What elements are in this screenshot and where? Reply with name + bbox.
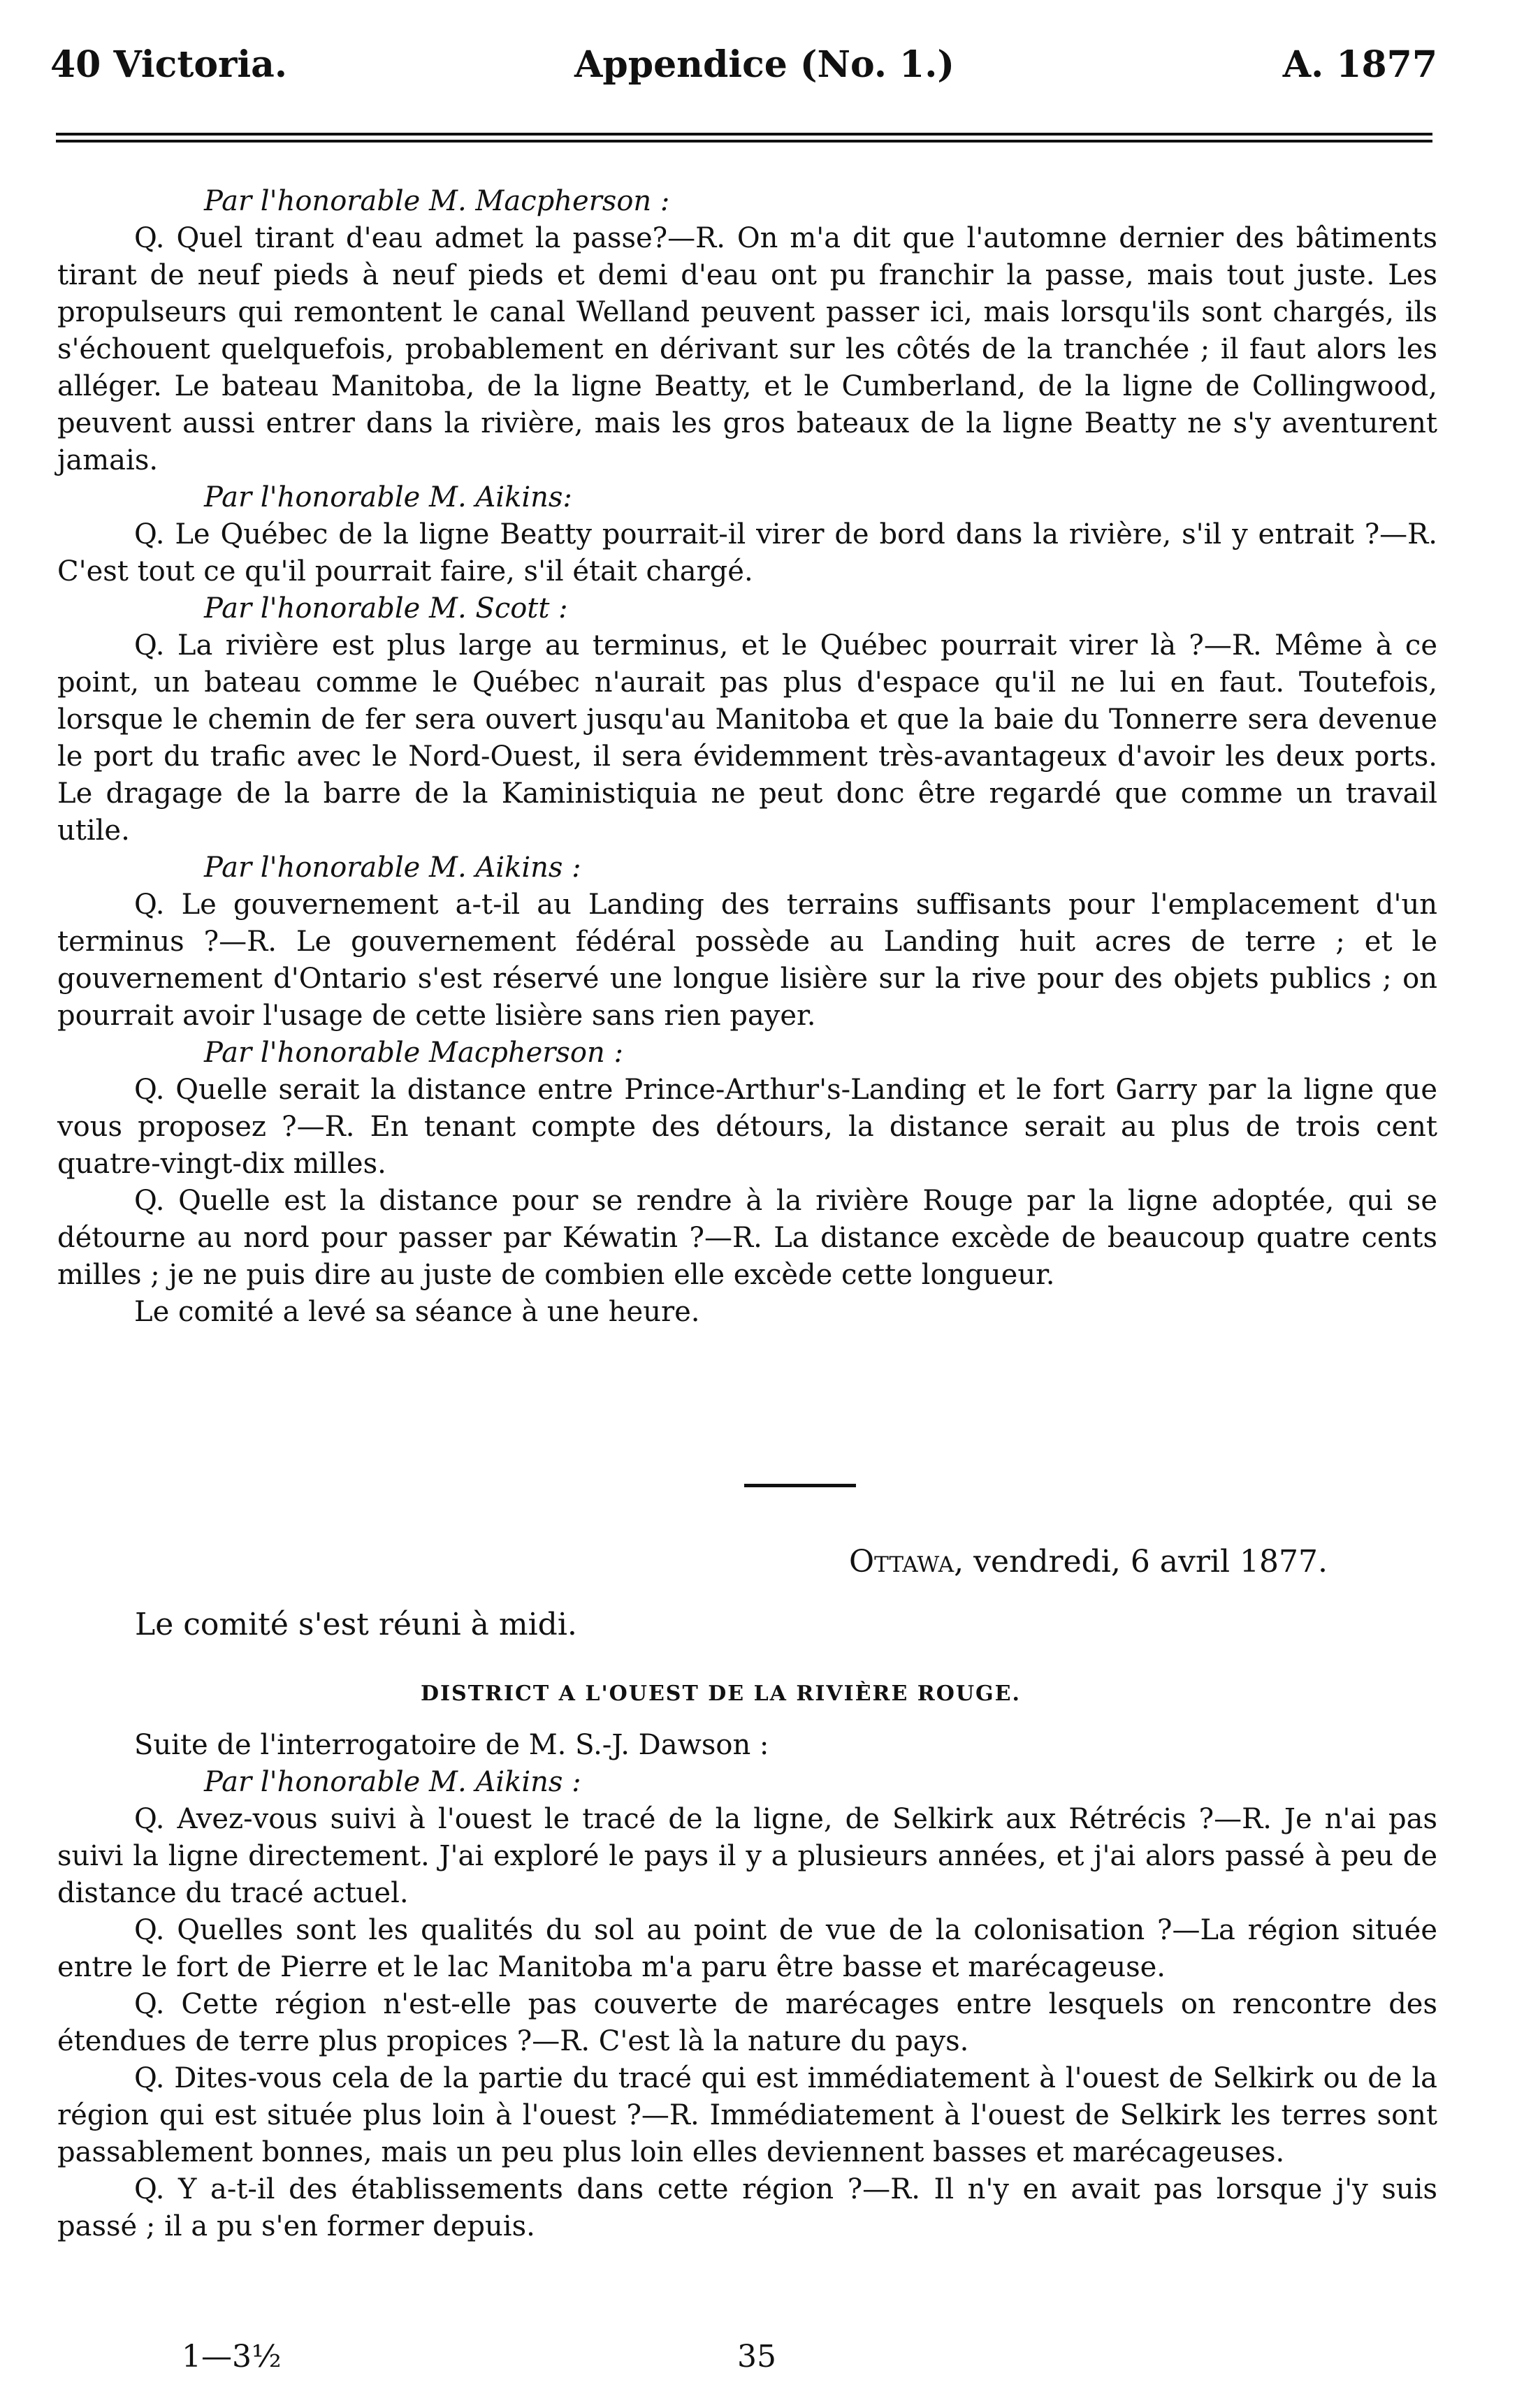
session-closing: Le comité a levé sa séance à une heure. <box>134 1296 700 1328</box>
header-right: A. 1877 <box>1282 43 1437 86</box>
question-answer: Q. Cette région n'est-elle pas couverte de marécages entre lesquels on rencontre des étendues de terre plus propices ?—R. C'est là la nature du pays. <box>57 1988 1437 2057</box>
session-opening: Le comité s'est réuni à midi. <box>135 1607 577 1642</box>
speaker-line: Par l'honorable M. Aikins : <box>204 1766 581 1798</box>
header-center: Appendice (No. 1.) <box>574 43 955 86</box>
testimony-part-1 <box>57 183 1437 1331</box>
question-answer: Q. Le gouvernement a-t-il au Landing des terrains suffisants pour l'emplacement d'un terminus ?—R. Le gouvernement fédéral possède au Landing huit acres de terre ; et le gouvernement d'Ontario s'est réservé une longue lisière sur la rive pour des objets publics ; on pourrait avoir l'usage de cette lisière sans rien payer. <box>57 889 1437 1032</box>
question-answer: Q. Y a-t-il des établissements dans cette région ?—R. Il n'y en avait pas lorsque j'y suis passé ; il a pu s'en former depuis. <box>57 2173 1437 2242</box>
speaker-line: Par l'honorable M. Aikins : <box>204 852 581 884</box>
question-answer: Q. Quelles sont les qualités du sol au point de vue de la colonisation ?—La région située entre le fort de Pierre et le lac Manitoba m'a paru être basse et marécageuse. <box>57 1914 1437 1983</box>
question-answer: Q. Avez-vous suivi à l'ouest le tracé de la ligne, de Selkirk aux Rétrécis ?—R. Je n'ai pas suivi la ligne directement. J'ai exploré le pays il y a plusieurs années, et j'ai alors passé à peu de distance du tracé actuel. <box>57 1803 1437 1909</box>
speaker-line: Par l'honorable M. Scott : <box>204 592 568 625</box>
dateline-city: Ottawa <box>849 1544 955 1579</box>
dateline <box>849 1544 1328 1579</box>
question-answer: Q. Quelle est la distance pour se rendre à la rivière Rouge par la ligne adoptée, qui se détourne au nord pour passer par Kéwatin ?—R. La distance excède de beaucoup quatre cents milles ; je ne puis dire au juste de combien elle excède cette longueur. <box>57 1185 1437 1291</box>
question-answer: Q. Quelle serait la distance entre Prince-Arthur's-Landing et le fort Garry par la ligne que vous proposez ?—R. En tenant compte des détours, la distance serait au plus de trois cent quatre-vingt-dix milles. <box>57 1074 1437 1180</box>
section-title: DISTRICT A L'OUEST DE LA RIVIÈRE ROUGE. <box>421 1681 1021 1706</box>
question-answer: Q. Quel tirant d'eau admet la passe?—R. On m'a dit que l'automne dernier des bâtiments tirant de neuf pieds à neuf pieds et demi d'eau ont pu franchir la passe, mais tout juste. Les propulseurs qui remontent le canal Welland peuvent passer ici, mais lorsqu'ils sont chargés, ils s'échouent quelquefois, probablement en dérivant sur les côtés de la tranchée ; il faut alors les alléger. Le bateau Manitoba, de la ligne Beatty, et le Cumberland, de la ligne de Collingwood, peuvent aussi entrer dans la rivière, mais les gros bateaux de la ligne Beatty ne s'y aventurent jamais. <box>57 222 1437 476</box>
speaker-line: Par l'honorable M. Aikins: <box>204 481 572 513</box>
header-left: 40 Victoria. <box>50 43 287 86</box>
page-number: 35 <box>737 2339 776 2374</box>
dateline-date: , vendredi, 6 avril 1877. <box>954 1544 1328 1579</box>
header-rule-top <box>56 133 1432 136</box>
question-answer: Q. Le Québec de la ligne Beatty pourrait-il virer de bord dans la rivière, s'il y entrait ?—R. C'est tout ce qu'il pourrait faire, s'il était chargé. <box>57 518 1437 588</box>
speaker-line: Par l'honorable M. Macpherson : <box>204 185 670 217</box>
speaker-line: Par l'honorable Macpherson : <box>204 1037 623 1069</box>
signature-mark: 1—3½ <box>182 2339 282 2374</box>
question-answer: Q. Dites-vous cela de la partie du tracé qui est immédiatement à l'ouest de Selkirk ou de la région qui est située plus loin à l'ouest ?—R. Immédiatement à l'ouest de Selkirk les terres sont passablement bonnes, mais un peu plus loin elles deviennent basses et marécageuses. <box>57 2062 1437 2168</box>
header-rule-bottom <box>56 140 1432 143</box>
examination-intro: Suite de l'interrogatoire de M. S.-J. Dawson : <box>134 1729 769 1761</box>
testimony-part-2 <box>57 1727 1437 2245</box>
section-divider <box>744 1484 856 1487</box>
question-answer: Q. La rivière est plus large au terminus, et le Québec pourrait virer là ?—R. Même à ce point, un bateau comme le Québec n'aurait pas plus d'espace qu'il ne lui en faut. Toutefois, lorsque le chemin de fer sera ouvert jusqu'au Manitoba et que la baie du Tonnerre sera devenue le port du trafic avec le Nord-Ouest, il sera évidemment très-avantageux d'avoir les deux ports. Le dragage de la barre de la Kaministiquia ne peut donc être regardé que comme un travail utile. <box>57 629 1437 847</box>
page-header <box>50 43 1437 106</box>
